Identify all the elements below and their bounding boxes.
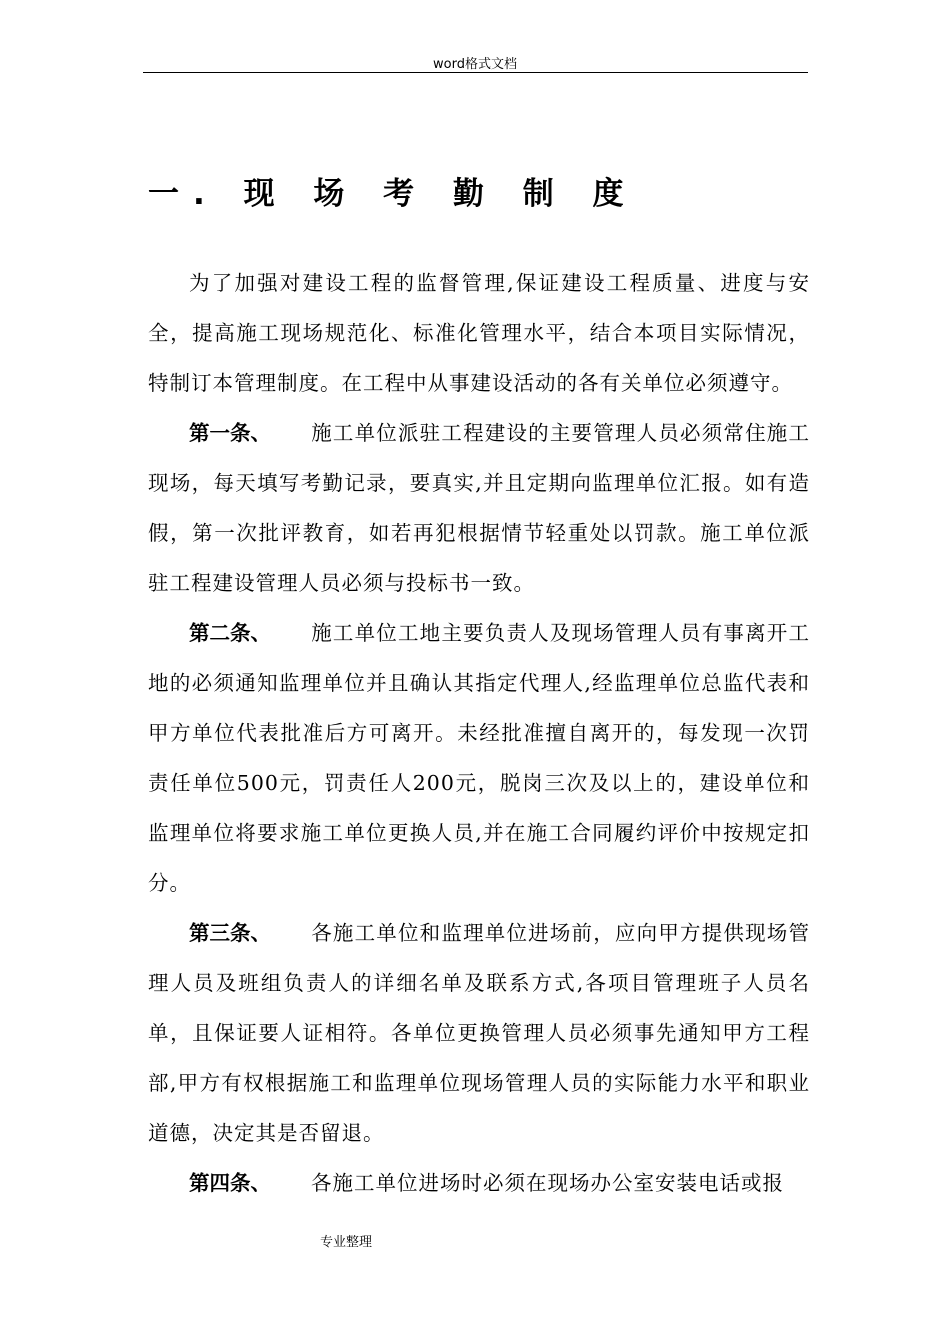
article-number: 第三条、 bbox=[189, 921, 271, 945]
intro-paragraph: 为了加强对建设工程的监督管理,保证建设工程质量、进度与安全，提高施工现场规范化、标准化管理水平，结合本项目实际情况，特制订本管理制度。在工程中从事建设活动的各有关单位必须遵守。 bbox=[148, 271, 810, 395]
document-title: 一. 现 场 考 勤 制 度 bbox=[148, 176, 638, 212]
article-number: 第一条、 bbox=[189, 421, 271, 445]
page-footer: 专业整理 bbox=[320, 1235, 373, 1250]
page-header: word格式文档 bbox=[433, 57, 517, 72]
article-number: 第四条、 bbox=[189, 1171, 271, 1195]
article-1 bbox=[148, 408, 810, 608]
article-text: 施工单位派驻工程建设的主要管理人员必须常住施工现场，每天填写考勤记录，要真实,并且定期向监理单位汇报。如有造假，第一次批评教育，如若再犯根据情节轻重处以罚款。施工单位派驻工程建设管理人员必须与投标书一致。 bbox=[148, 421, 810, 595]
article-text: 施工单位工地主要负责人及现场管理人员有事离开工地的必须通知监理单位并且确认其指定代理人,经监理单位总监代表和甲方单位代表批准后方可离开。未经批准擅自离开的，每发现一次罚责任单位500元，罚责任人200元，脱岗三次及以上的，建设单位和监理单位将要求施工单位更换人员,并在施工合同履约评价中按规定扣分。 bbox=[148, 621, 810, 895]
article-text: 各施工单位和监理单位进场前，应向甲方提供现场管理人员及班组负责人的详细名单及联系方式,各项目管理班子人员名单，且保证要人证相符。各单位更换管理人员必须事先通知甲方工程部,甲方有权根据施工和监理单位现场管理人员的实际能力水平和职业道德，决定其是否留退。 bbox=[148, 921, 810, 1145]
article-number: 第二条、 bbox=[189, 621, 271, 645]
document-body bbox=[148, 258, 810, 1208]
article-3 bbox=[148, 908, 810, 1158]
header-divider bbox=[143, 72, 808, 73]
article-2 bbox=[148, 608, 810, 908]
article-text: 各施工单位进场时必须在现场办公室安装电话或报 bbox=[311, 1171, 784, 1195]
article-4 bbox=[148, 1158, 810, 1208]
